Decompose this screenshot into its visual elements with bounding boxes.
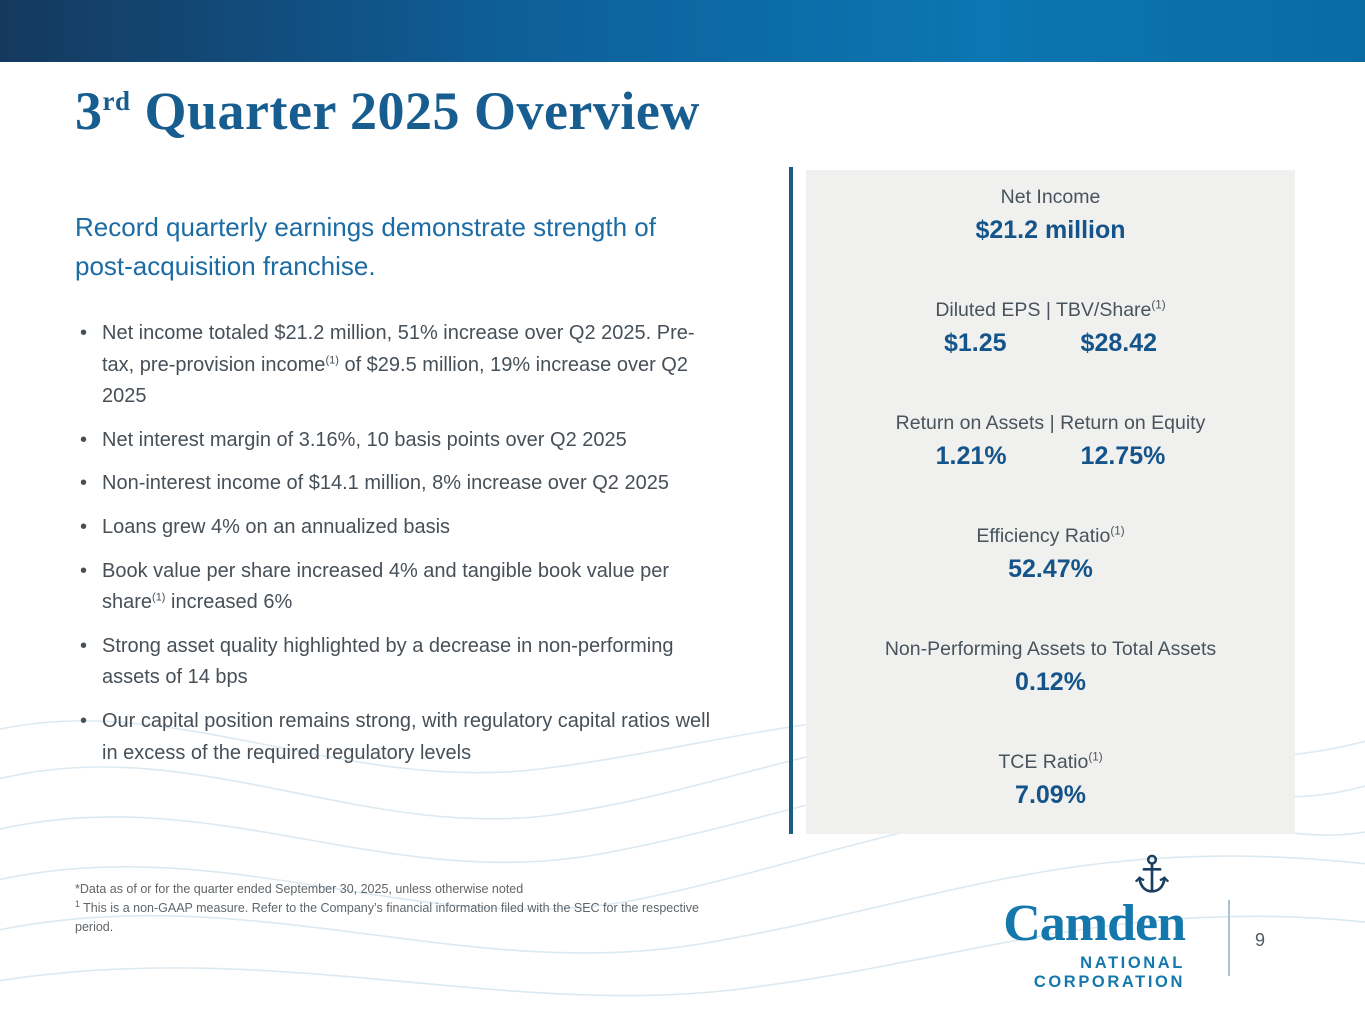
footnote-marker: (1) (152, 591, 166, 604)
title-ordinal-suffix: rd (102, 86, 131, 116)
stat-value: 52.47% (1008, 555, 1093, 583)
stat-efficiency-ratio (816, 525, 1285, 584)
metrics-panel (806, 170, 1295, 834)
subtitle: Record quarterly earnings demonstrate strength of post-acquisition franchise. (75, 212, 656, 281)
summary-column (75, 208, 730, 781)
stat-net-income (816, 186, 1285, 245)
stat-label: TCE Ratio$^{(1)}$ (998, 750, 1103, 773)
list-item-net-interest-margin: • Net interest margin of 3.16%, 10 basis points over Q2 2025 (75, 425, 720, 457)
footnote-non-gaap: $^1$ This is a non-GAAP measure. Refer to the Company’s financial information filed with the SEC for the respective period. (75, 898, 699, 934)
stat-label: Non-Performing Assets to Total Assets (884, 638, 1217, 660)
stat-value: 7.09% (1015, 781, 1086, 809)
stat-npa-to-total-assets (816, 638, 1285, 697)
footnotes (75, 880, 715, 937)
stat-value: 1.21% (935, 442, 1007, 470)
list-item-capital-position: • Our capital position remains strong, with regulatory capital ratios well in excess of the required regulatory levels (75, 706, 720, 769)
page-number: 9 (1255, 930, 1266, 950)
stat-roa-roe (816, 412, 1285, 471)
footnote-data-as-of: *Data as of or for the quarter ended September 30, 2025, unless otherwise noted (75, 882, 524, 896)
stat-value: $28.42 (1080, 329, 1158, 357)
footer-divider (1228, 900, 1230, 976)
stat-label: Return on Assets | Return on Equity (895, 412, 1206, 434)
stat-eps-tbv (816, 299, 1285, 358)
company-logo (972, 853, 1185, 991)
stat-value: $21.2 million (975, 216, 1126, 244)
list-item-asset-quality: • Strong asset quality highlighted by a decrease in non-performing assets of 14 bps (75, 631, 720, 694)
title-rest: Quarter 2025 Overview (130, 81, 700, 141)
footnote-marker: (1) (325, 353, 339, 366)
stat-value: 12.75% (1080, 442, 1166, 470)
highlights-list (75, 318, 720, 769)
footnote-marker: 1 (75, 898, 80, 909)
stat-label: Net Income (1000, 186, 1101, 208)
list-item-non-interest-income: • Non-interest income of $14.1 million, 8% increase over Q2 2025 (75, 468, 720, 500)
stat-label: Diluted EPS | TBV/Share$^{(1)}$ (935, 298, 1166, 321)
stat-value: 0.12% (1015, 668, 1086, 696)
footnote-marker: (1) (1110, 524, 1125, 538)
logo-wordmark: Camden (1003, 895, 1185, 952)
title-number: 3 (75, 81, 103, 141)
footnote-marker: (1) (1088, 750, 1103, 764)
logo-subtitle-line1: NATIONAL (1080, 954, 1185, 973)
stat-label: Efficiency Ratio$^{(1)}$ (976, 524, 1125, 547)
page-title (75, 80, 700, 142)
anchor-icon (1135, 853, 1169, 897)
stat-value: $1.25 (943, 329, 1007, 357)
list-item-net-income: • Net income totaled $21.2 million, 51% increase over Q2 2025. Pre-tax, pre-provision income$^{(1)}$ of $29.5 million, 19% increase over Q2 2025 (75, 318, 720, 413)
panel-left-rule (789, 167, 793, 834)
footnote-marker: (1) (1151, 298, 1166, 312)
list-item-book-value: • Book value per share increased 4% and tangible book value per share$^{(1)}$ increased 6% (75, 556, 720, 619)
stat-tce-ratio (816, 751, 1285, 810)
logo-subtitle-line2: CORPORATION (1033, 972, 1185, 991)
list-item-loans: • Loans grew 4% on an annualized basis (75, 512, 720, 544)
